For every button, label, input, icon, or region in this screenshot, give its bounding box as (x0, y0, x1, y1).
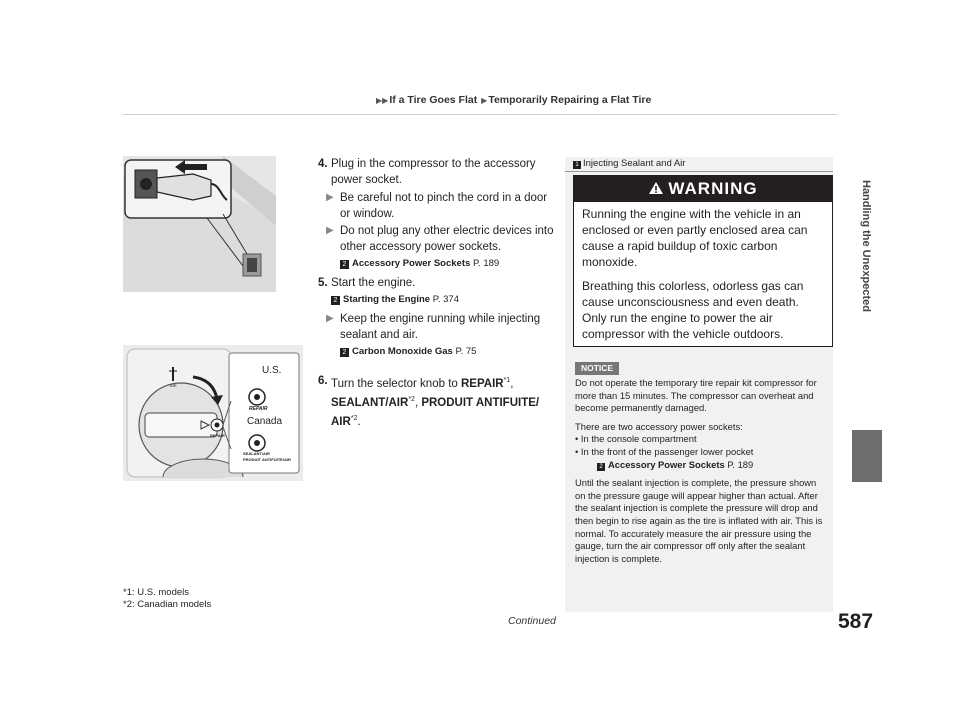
ref-title: Accessory Power Sockets (608, 458, 725, 470)
footnote-marker: *2 (350, 414, 358, 422)
footnote-marker: *2 (408, 395, 415, 403)
notice-text (575, 377, 825, 571)
ref-title: Accessory Power Sockets (352, 258, 471, 269)
notice-paragraph: Do not operate the temporary tire repair kit compressor for more than 15 minutes. The compressor can overheat and become permanently damaged. (575, 377, 817, 414)
ref-link-starting-the-engine[interactable] (318, 293, 554, 307)
warning-header (574, 176, 832, 202)
antifuite-label-canada: PRODUIT ANTIFUITE/AIR (243, 457, 291, 462)
sealant-label-canada: SEALANT/AIR (243, 451, 270, 456)
warning-paragraph: Breathing this colorless, odorless gas can cause unconsciousness and even death. Only run the engine to power the air compressor with the vehicle outdoors. (582, 279, 804, 341)
step-4-note-1 (318, 190, 554, 222)
selector-knob-illustration (123, 345, 303, 481)
step-number: 4. (318, 158, 328, 170)
step-6: 6. Turn the selector knob to REPAIR$^{*1}$, SEALANT/AIR$^{*2}$, PRODUIT ANTIFUITE/ AIR$^{*2}$. (318, 375, 540, 428)
notice-bullet: • In the front of the passenger lower pocket (575, 445, 754, 457)
footnote-marker: *1 (503, 377, 511, 384)
ref-link-accessory-power-sockets[interactable] (318, 257, 554, 271)
knob-repair-label: REPAIR (210, 433, 225, 438)
step-text: Start the engine. (331, 277, 416, 289)
reference-icon: 2 (340, 260, 349, 269)
step-5-note-1 (318, 311, 554, 343)
sidebar-title-text: Injecting Sealant and Air (583, 158, 686, 169)
note-arrow-icon: ▶ (326, 192, 334, 203)
sidebar-title-divider (565, 171, 833, 172)
repair-steps (318, 156, 554, 431)
step-5 (318, 275, 554, 291)
knob-setting-repair: REPAIR (460, 377, 504, 390)
notice-paragraph: There are two accessory power sockets: (575, 420, 743, 432)
knob-setting-antifuite: PRODUIT ANTIFUITE/ AIR (331, 396, 540, 428)
breadcrumb (375, 94, 651, 106)
breadcrumb-arrow-icon: ▶ (481, 96, 488, 105)
page-number: 587 (838, 610, 874, 633)
ref-link-accessory-power-sockets-sidebar[interactable] (575, 459, 825, 472)
note-text: Keep the engine running while injecting sealant and air. (340, 313, 541, 341)
knob-setting-sealant: SEALANT/AIR (331, 396, 409, 409)
step-4-note-2 (318, 223, 554, 255)
bullet-text: In the front of the passenger lower pocket (580, 445, 754, 457)
notice-paragraph: Until the sealant injection is complete, the pressure shown on the pressure gauge will appear higher than actual. After the sealant injection is complete the pressure will drop and then begin to rise again as the tire is inflated with air. This is normal. To accurately measure the air pressure using the gauge, turn the air compressor off only after the sealant injection is complete. (575, 477, 823, 564)
label-canada: Canada (247, 416, 283, 427)
compressor-plug-illustration (123, 156, 276, 292)
continued-label: Continued (508, 615, 556, 627)
sidebar-title (573, 158, 685, 169)
chapter-tab-marker (852, 430, 882, 482)
bullet-text: In the console compartment (580, 433, 697, 445)
breadcrumb-item-flat-tire[interactable]: If a Tire Goes Flat (389, 94, 478, 106)
footnote-canada: *2: Canadian models (123, 599, 212, 610)
ref-link-carbon-monoxide-gas[interactable] (318, 345, 554, 359)
reference-icon: 1 (573, 161, 581, 169)
warning-text (574, 202, 832, 342)
step-number: 6. (318, 375, 328, 387)
reference-icon: 2 (597, 463, 605, 471)
ref-title: Starting the Engine (343, 294, 431, 305)
knob-air-label: AIR (170, 383, 177, 388)
notice-bullet: • In the console compartment (575, 433, 697, 445)
ref-page: P. 374 (432, 294, 459, 305)
breadcrumb-arrow-icon: ▶▶ (376, 96, 389, 105)
plug-diagram-icon (123, 156, 276, 292)
step-number: 5. (318, 277, 328, 289)
warning-box (573, 175, 833, 347)
repair-label-us: REPAIR (249, 406, 268, 412)
footnotes (123, 587, 211, 611)
header-divider (123, 114, 837, 115)
breadcrumb-item-temporary-repair[interactable]: Temporarily Repairing a Flat Tire (488, 94, 652, 106)
warning-triangle-icon (648, 181, 664, 195)
chapter-side-tab[interactable]: Handling the Unexpected (860, 180, 872, 313)
reference-icon: 2 (331, 296, 340, 305)
step-4 (318, 156, 554, 188)
warning-label: WARNING (668, 179, 758, 198)
warning-paragraph: Running the engine with the vehicle in an enclosed or even partly enclosed area can cause a rapid buildup of toxic carbon monoxide. (582, 207, 808, 269)
ref-title: Carbon Monoxide Gas (352, 346, 453, 357)
note-text: Be careful not to pinch the cord in a door or window. (340, 192, 548, 220)
ref-page: P. 189 (727, 458, 754, 470)
notice-badge: NOTICE (575, 362, 619, 375)
footnote-us: *1: U.S. models (123, 587, 189, 598)
note-arrow-icon: ▶ (326, 225, 334, 236)
reference-icon: 2 (340, 348, 349, 357)
note-arrow-icon: ▶ (326, 313, 334, 324)
ref-page: P. 189 (472, 258, 500, 269)
note-text: Do not plug any other electric devices into other accessory power sockets. (340, 225, 554, 253)
step-text: Turn the selector knob to (331, 377, 461, 390)
ref-page: P. 75 (455, 346, 477, 357)
label-us: U.S. (262, 365, 282, 376)
step-text: Plug in the compressor to the accessory power socket. (331, 158, 536, 186)
